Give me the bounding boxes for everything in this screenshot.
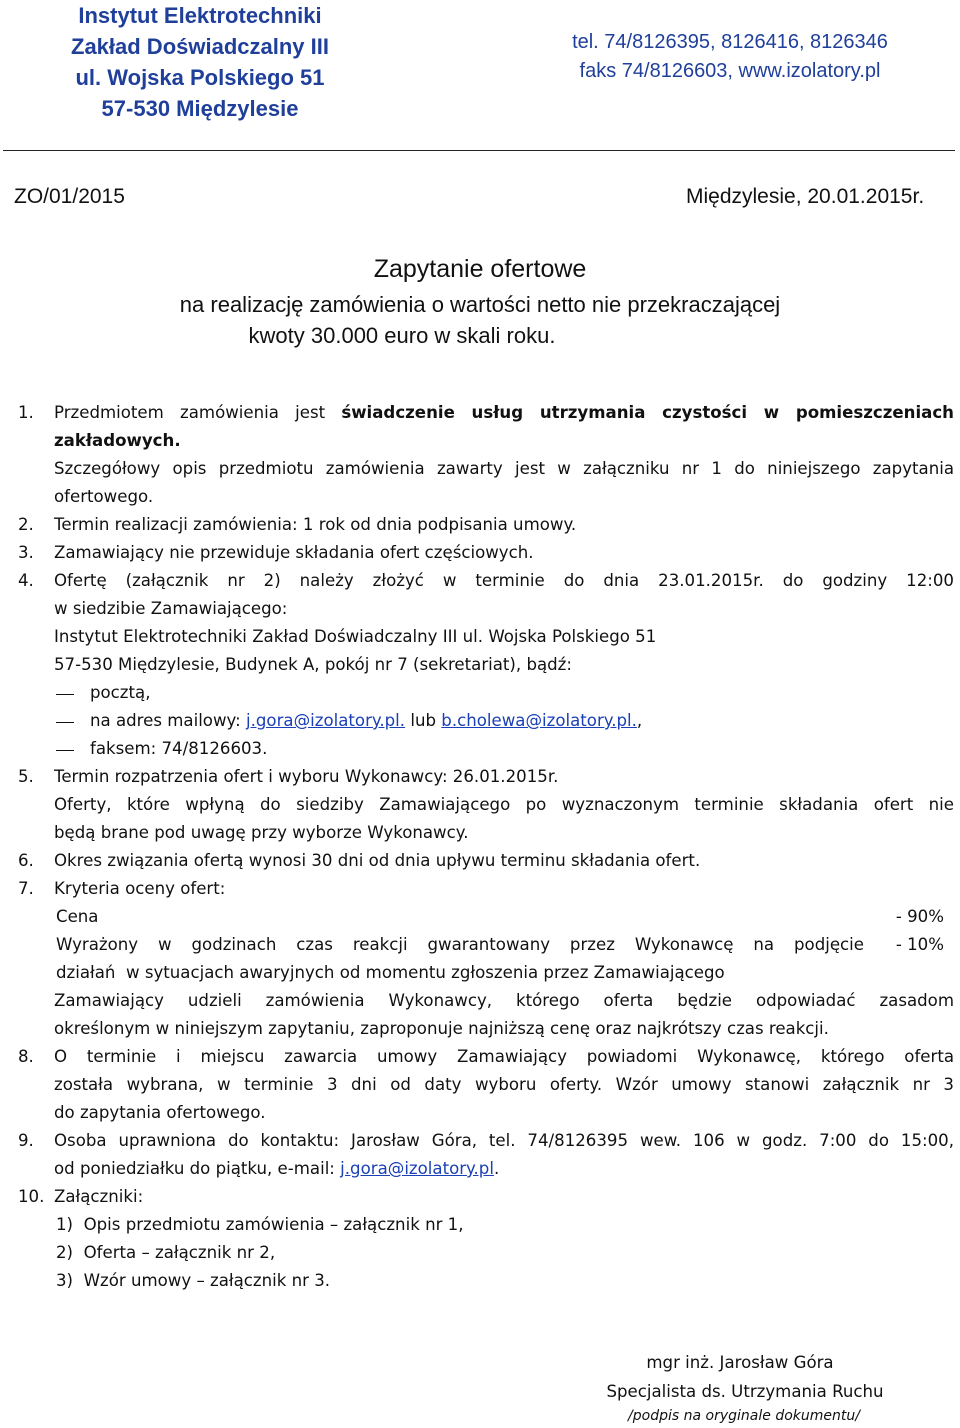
- item-number: 4.: [18, 571, 34, 590]
- item-number: 3.: [18, 543, 34, 562]
- document-title: Zapytanie ofertowe: [373, 255, 587, 283]
- contact-email-end: .: [493, 1159, 500, 1178]
- signature-position: Specjalista ds. Utrzymania Ruchu: [606, 1382, 884, 1401]
- letterhead-line: ul. Wojska Polskiego 51: [75, 65, 325, 90]
- item-5-line3: będą brane pod uwagę przy wyborze Wykonawcy.: [54, 823, 469, 842]
- criterion-price: Cena: [56, 907, 99, 926]
- delivery-by-post: pocztą,: [90, 683, 151, 702]
- delivery-by-email: [90, 707, 642, 735]
- item-number: 8.: [18, 1047, 34, 1066]
- item-9-line1: Osoba uprawniona do kontaktu: Jarosław Góra, tel. 74/8126395 wew. 106 w godz. 7:00 do 15:00,: [54, 1131, 954, 1150]
- reference-number: ZO/01/2015: [14, 185, 125, 208]
- item-number: 7.: [18, 879, 34, 898]
- document-subtitle-line1: na realizację zamówienia o wartości netto nie przekraczającej: [179, 292, 781, 317]
- header-divider: [3, 150, 955, 151]
- item-number: 5.: [18, 767, 34, 786]
- attachment-1: 1) Opis przedmiotu zamówienia – załącznik nr 1,: [56, 1215, 464, 1234]
- item-5-line2: Oferty, które wpłyną do siedziby Zamawiającego po wyznaczonym terminie składania ofert nie: [54, 795, 954, 814]
- item-4-line4: 57-530 Międzylesie, Budynek A, pokój nr 7 (sekretariat), bądź:: [54, 655, 572, 674]
- contact-phone: tel. 74/8126395, 8126416, 8126346: [572, 31, 888, 53]
- item-10: Załączniki:: [54, 1187, 144, 1206]
- email-label: na adres mailowy:: [90, 711, 247, 730]
- email-separator: lub: [405, 711, 442, 730]
- item-5-line1: Termin rozpatrzenia ofert i wyboru Wykonawcy: 26.01.2015r.: [54, 767, 559, 786]
- item-8-line3: do zapytania ofertowego.: [54, 1103, 266, 1122]
- item-number: 9.: [18, 1131, 34, 1150]
- item-8-line1: O terminie i miejscu zawarcia umowy Zamawiający powiadomi Wykonawcę, którego oferta: [54, 1047, 954, 1066]
- item-7-line6: określonym w niniejszym zapytaniu, zaproponuje najniższą cenę oraz najkrótszy czas reakcji.: [54, 1019, 829, 1038]
- delivery-by-fax: faksem: 74/8126603.: [90, 739, 268, 758]
- item-1-line3: Szczegółowy opis przedmiotu zamówienia zawarty jest w załączniku nr 1 do niniejszego zapytania: [54, 459, 954, 478]
- item-4-line2: w siedzibie Zamawiającego:: [54, 599, 288, 618]
- item-1-line1: [54, 399, 954, 427]
- signature-note: /podpis na oryginale dokumentu/: [628, 1408, 860, 1424]
- item-7-line5: Zamawiający udzieli zamówienia Wykonawcy, którego oferta będzie odpowiadać zasadom: [54, 991, 954, 1010]
- item-4-line1: Ofertę (załącznik nr 2) należy złożyć w terminie do dnia 23.01.2015r. do godziny 12:00: [54, 571, 954, 590]
- item-8-line2: została wybrana, w terminie 3 dni od daty wyboru oferty. Wzór umowy stanowi załącznik nr 3: [54, 1075, 954, 1094]
- email-end: ,: [636, 711, 643, 730]
- item-number: 2.: [18, 515, 34, 534]
- email-link-j-gora[interactable]: j.gora@izolatory.pl.: [246, 711, 406, 730]
- criterion-response-time: Wyrażony w godzinach czas reakcji gwarantowany przez Wykonawcę na podjęcie: [56, 935, 864, 954]
- item-number: 1.: [18, 403, 34, 422]
- item-2: Termin realizacji zamówienia: 1 rok od dnia podpisania umowy.: [54, 515, 577, 534]
- contact-fax-web: faks 74/8126603, www.izolatory.pl: [579, 60, 881, 82]
- place-date: Międzylesie, 20.01.2015r.: [686, 185, 925, 208]
- contact-email-link[interactable]: j.gora@izolatory.pl: [340, 1159, 494, 1178]
- item-1-subject-cont: zakładowych.: [54, 431, 181, 450]
- criterion-response-time-cont: działań w sytuacjach awaryjnych od momentu zgłoszenia przez Zamawiającego: [56, 963, 725, 982]
- dash-bullet: [56, 722, 74, 723]
- item-1-subject: świadczenie usług utrzymania czystości w pomieszczeniach: [341, 403, 954, 422]
- signature-name: mgr inż. Jarosław Góra: [646, 1353, 834, 1372]
- letterhead-institution: [0, 0, 400, 124]
- attachment-3: 3) Wzór umowy – załącznik nr 3.: [56, 1271, 331, 1290]
- item-number: 10.: [18, 1187, 45, 1206]
- attachment-2: 2) Oferta – załącznik nr 2,: [56, 1243, 276, 1262]
- criterion-response-weight: - 10%: [895, 935, 944, 954]
- item-1-line4: ofertowego.: [54, 487, 154, 506]
- email-link-b-cholewa[interactable]: b.cholewa@izolatory.pl.: [441, 711, 637, 730]
- letterhead-line: Instytut Elektrotechniki: [78, 3, 322, 28]
- document-subtitle-line2: kwoty 30.000 euro w skali roku.: [248, 323, 556, 348]
- letterhead-contact: [520, 28, 940, 86]
- item-3: Zamawiający nie przewiduje składania ofert częściowych.: [54, 543, 534, 562]
- item-1-prefix: Przedmiotem zamówienia jest: [54, 403, 342, 422]
- dash-bullet: [56, 750, 74, 751]
- dash-bullet: [56, 694, 74, 695]
- item-7-line1: Kryteria oceny ofert:: [54, 879, 226, 898]
- letterhead-line: Zakład Doświadczalny III: [71, 34, 329, 59]
- item-4-line3: Instytut Elektrotechniki Zakład Doświadczalny III ul. Wojska Polskiego 51: [54, 627, 657, 646]
- item-number: 6.: [18, 851, 34, 870]
- contact-email-label: od poniedziałku do piątku, e-mail:: [54, 1159, 341, 1178]
- item-6: Okres związania ofertą wynosi 30 dni od dnia upływu terminu składania ofert.: [54, 851, 701, 870]
- item-9-line2: [54, 1155, 954, 1183]
- criterion-price-weight: - 90%: [895, 907, 944, 926]
- letterhead-line: 57-530 Międzylesie: [101, 96, 299, 121]
